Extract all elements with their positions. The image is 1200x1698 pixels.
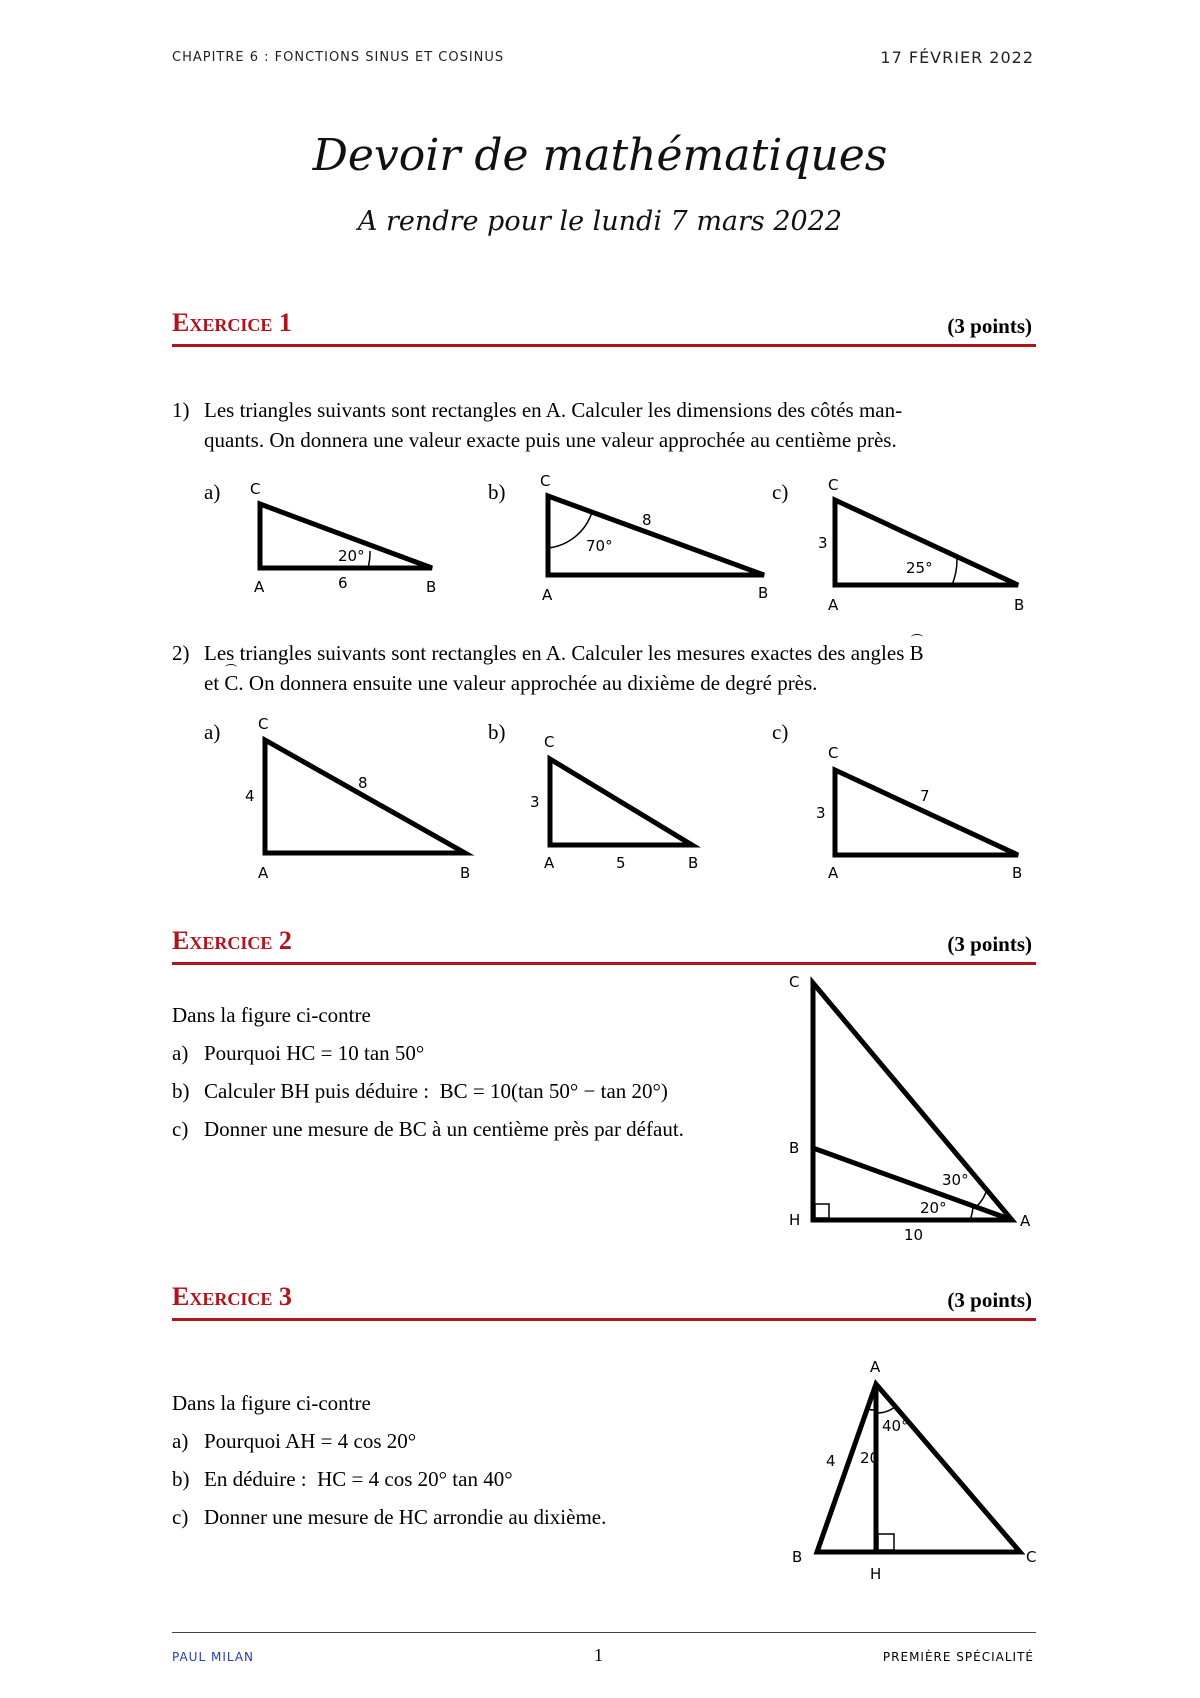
ex2-item-b-text: Calculer BH puis déduire : BC = 10(tan 50° − tan 20°)	[204, 1079, 668, 1103]
triangle-1b-vertex-b: B	[758, 584, 769, 602]
triangle-1c-vertex-a: A	[828, 596, 839, 614]
triangle-2b-vertex-a: A	[544, 854, 555, 872]
q1-line-2: quants. On donnera une valeur exacte puis une valeur approchée au centième près.	[204, 428, 897, 452]
page-title: Devoir de mathématiques	[312, 130, 888, 181]
q1-line-1: Les triangles suivants sont rectangles en A. Calculer les dimensions des côtés man-	[204, 398, 903, 422]
footer-page-number: 1	[594, 1645, 603, 1665]
triangle-2a	[240, 710, 480, 890]
ex3-intro: Dans la figure ci-contre	[172, 1391, 371, 1415]
fig1c-part-label: c)	[772, 480, 789, 504]
triangle-2c-vertex-b: B	[1012, 864, 1023, 882]
triangle-1c	[810, 470, 1050, 620]
triangle-2c	[810, 735, 1050, 885]
triangle-1a-vertex-b: B	[426, 578, 437, 596]
ex2-vertex-c: C	[789, 973, 800, 991]
ex3-item-a-label: a)	[172, 1429, 189, 1453]
triangle-2c-shape	[835, 770, 1018, 855]
q2-number: 2)	[172, 641, 190, 665]
ex2-angle-1: 30°	[942, 1171, 969, 1189]
angle-b-notation: B	[910, 638, 924, 668]
triangle-1a-angle-arc	[368, 551, 370, 568]
ex2-angle-2: 20°	[920, 1199, 947, 1217]
ex2-item-b-label: b)	[172, 1079, 190, 1103]
exercise-2-title: Exercice 2	[172, 926, 292, 955]
footer-rule	[172, 1632, 1036, 1633]
triangle-1c-side-label: 3	[818, 534, 828, 552]
ex2-side-label: 10	[904, 1226, 924, 1244]
fig1b-part-label: b)	[488, 480, 506, 504]
ex2-vertex-b: B	[789, 1139, 800, 1157]
ex3-right-angle-mark	[878, 1534, 894, 1550]
ex3-item-b-label: b)	[172, 1467, 190, 1491]
q2-line-1	[204, 638, 924, 668]
triangle-1b-side-label: 8	[642, 511, 652, 529]
ex3-item-b-text: En déduire : HC = 4 cos 20° tan 40°	[204, 1467, 513, 1491]
triangle-1c-vertex-b: B	[1014, 596, 1025, 614]
triangle-1b-vertex-a: A	[542, 586, 553, 604]
triangle-2b-vertex-b: B	[688, 854, 699, 872]
ex3-figure	[780, 1352, 1040, 1584]
ex3-vertex-h: H	[870, 1565, 882, 1583]
q2-et: et	[204, 671, 220, 695]
triangle-2c-side-2: 7	[920, 787, 930, 805]
ex2-vertex-h: H	[789, 1211, 801, 1229]
q1-number: 1)	[172, 398, 190, 422]
triangle-2b-shape	[550, 759, 692, 845]
exercise-1-points: (3 points)	[947, 314, 1032, 338]
exercise-3-title: Exercice 3	[172, 1282, 292, 1311]
triangle-2c-vertex-a: A	[828, 864, 839, 882]
ex2-right-angle-mark	[815, 1204, 829, 1218]
ex3-item-c-text: Donner une mesure de HC arrondie au dixième.	[204, 1505, 607, 1529]
triangle-2b-side-2: 5	[616, 854, 626, 872]
q2-text: Les triangles suivants sont rectangles en A. Calculer les mesures exactes des angles	[204, 641, 905, 665]
triangle-1b-vertex-c: C	[540, 472, 551, 490]
triangle-1a-vertex-c: C	[250, 480, 261, 498]
ex2-item-c-text: Donner une mesure de BC à un centième près par défaut.	[204, 1117, 684, 1141]
triangle-1b-shape	[548, 496, 764, 575]
fig2c-part-label: c)	[772, 720, 789, 744]
triangle-2c-side-1: 3	[816, 804, 826, 822]
triangle-1c-angle-arc	[952, 559, 957, 585]
ex2-intro: Dans la figure ci-contre	[172, 1003, 371, 1027]
triangle-2a-vertex-b: B	[460, 864, 471, 882]
triangle-2b-side-1: 3	[530, 793, 540, 811]
ex2-item-a-label: a)	[172, 1041, 189, 1065]
triangle-2b-vertex-c: C	[544, 733, 555, 751]
ex2-item-a-text: Pourquoi HC = 10 tan 50°	[204, 1041, 425, 1065]
triangle-1a-vertex-a: A	[254, 578, 265, 596]
exercise-2-points: (3 points)	[947, 932, 1032, 956]
exercise-1-rule	[172, 344, 1036, 347]
ex2-figure	[780, 968, 1040, 1248]
triangle-1a	[240, 470, 460, 600]
angle-c-notation: C	[224, 668, 238, 698]
triangle-2a-side-2: 8	[358, 774, 368, 792]
running-header-chapter: CHAPITRE 6 : FONCTIONS SINUS ET COSINUS	[172, 50, 505, 65]
exercise-1-title: Exercice 1	[172, 308, 292, 337]
triangle-1c-angle-label: 25°	[906, 559, 933, 577]
ex3-item-c-label: c)	[172, 1505, 189, 1529]
triangle-1b-angle-label: 70°	[586, 537, 613, 555]
triangle-2b	[520, 720, 720, 880]
q2-text-2: . On donnera ensuite une valeur approchée au dixième de degré près.	[238, 671, 818, 695]
exercise-3-points: (3 points)	[947, 1288, 1032, 1312]
triangle-2a-vertex-c: C	[258, 715, 269, 733]
page-subtitle: A rendre pour le lundi 7 mars 2022	[357, 206, 843, 237]
triangle-2a-shape	[265, 740, 465, 853]
ex2-vertex-a: A	[1020, 1212, 1031, 1230]
footer-level: PREMIÈRE SPÉCIALITÉ	[882, 1650, 1034, 1664]
ex3-vertex-a: A	[870, 1358, 881, 1376]
fig2b-part-label: b)	[488, 720, 506, 744]
triangle-2a-vertex-a: A	[258, 864, 269, 882]
ex3-vertex-b: B	[792, 1548, 803, 1566]
ex3-item-a-text: Pourquoi AH = 4 cos 20°	[204, 1429, 417, 1453]
ex3-vertex-c: C	[1026, 1548, 1037, 1566]
fig1a-part-label: a)	[204, 480, 221, 504]
ex3-angle-2: 40°	[882, 1417, 909, 1435]
triangle-1b	[530, 465, 780, 605]
ex2-item-c-label: c)	[172, 1117, 189, 1141]
footer-author: PAUL MILAN	[172, 1650, 254, 1664]
ex3-triangle	[817, 1384, 1020, 1552]
fig2a-part-label: a)	[204, 720, 221, 744]
triangle-2a-side-1: 4	[245, 787, 255, 805]
exercise-3-rule	[172, 1318, 1036, 1321]
ex3-side-label: 4	[826, 1452, 836, 1470]
q2-line-2	[204, 668, 817, 698]
ex3-angle-1: 20	[860, 1449, 880, 1467]
triangle-1c-vertex-c: C	[828, 476, 839, 494]
triangle-2c-vertex-c: C	[828, 744, 839, 762]
exercise-2-rule	[172, 962, 1036, 965]
running-header-date: 17 FÉVRIER 2022	[880, 48, 1034, 67]
triangle-1a-angle-label: 20°	[338, 547, 365, 565]
triangle-1a-side-label: 6	[338, 574, 348, 592]
